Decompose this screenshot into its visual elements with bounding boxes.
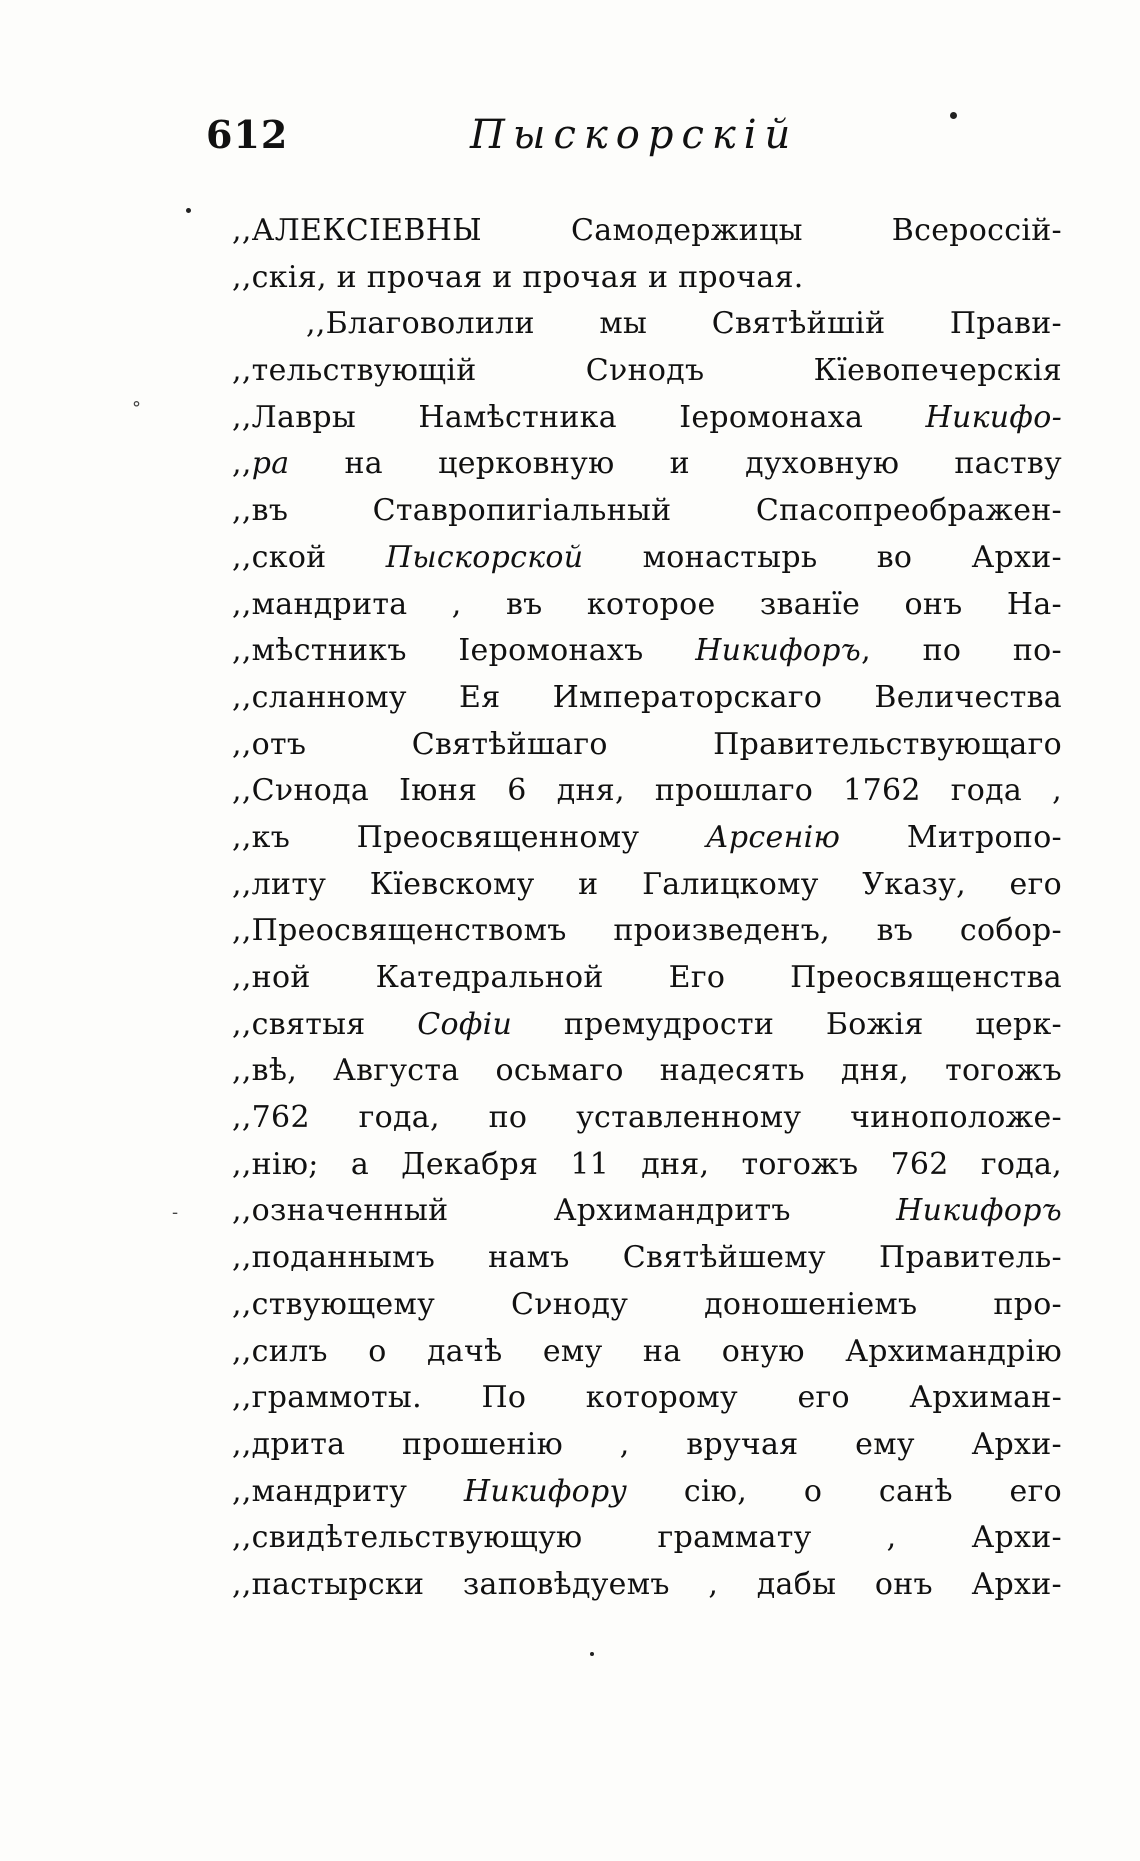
- text-line: [232, 955, 1062, 1002]
- text-line: [232, 1188, 1062, 1235]
- text-segment: ,,поданнымъ намъ Святѣйшему Правитель-: [232, 1240, 1062, 1276]
- text-line: [232, 628, 1062, 675]
- text-line: [232, 862, 1062, 909]
- text-segment: ,,мѣстникъ Іеромонахъ: [232, 633, 696, 669]
- text-segment: ,,пастырски заповѣдуемъ , дабы онъ Архи-: [232, 1566, 1062, 1602]
- page-header: [206, 112, 1066, 172]
- text-segment: ,,означенный Архимандритъ: [232, 1193, 897, 1229]
- text-segment: ,,силъ о дачѣ ему на оную Архимандрію: [232, 1333, 1062, 1369]
- text-segment: ,,: [232, 446, 252, 482]
- text-line: [232, 1422, 1062, 1469]
- text-segment: ,,ствующему Сνноду доношеніемъ про-: [232, 1286, 1062, 1322]
- text-line: [232, 1469, 1062, 1516]
- text-segment: ,,свидѣтельствующую граммату , Архи-: [232, 1520, 1062, 1556]
- margin-mark: °: [132, 398, 141, 419]
- text-segment: на церковную и духовную паству: [289, 446, 1062, 482]
- text-line: [232, 535, 1062, 582]
- text-segment: ,,Преосвященствомъ произведенъ, въ собор-: [232, 913, 1062, 949]
- text-line: [232, 301, 1062, 348]
- text-segment: ,,Лавры Намѣстника Іеромонаха: [232, 399, 926, 435]
- text-segment: ,,нію; а Декабря 11 дня, тогожъ 762 года,: [232, 1146, 1062, 1182]
- text-segment: ,,сланному Ея Императорскаго Величества: [232, 679, 1062, 715]
- text-segment: ,,литу Кїевскому и Галицкому Указу, его: [232, 866, 1062, 902]
- text-segment: ,,вѣ, Августа осьмаго надесять дня, тогожъ: [232, 1053, 1062, 1089]
- text-line: [232, 1515, 1062, 1562]
- text-segment: ,,къ Преосвященному: [232, 819, 706, 855]
- text-line: [232, 395, 1062, 442]
- text-segment: ,,Благоволили мы Святѣйшій Прави-: [306, 306, 1062, 342]
- page-number: 612: [206, 112, 289, 157]
- text-line: [232, 768, 1062, 815]
- margin-mark: -: [172, 1202, 179, 1223]
- text-segment: премудрости Божія церк-: [512, 1006, 1062, 1042]
- text-segment: Митропо-: [840, 819, 1062, 855]
- text-segment: ,,въ Ставропигіальный Спасопреображен-: [232, 493, 1062, 529]
- text-segment: ,,святыя: [232, 1006, 418, 1042]
- text-line: [232, 1048, 1062, 1095]
- text-line: [232, 1235, 1062, 1282]
- text-segment: ,,762 года, по уставленному чиноположе-: [232, 1100, 1062, 1136]
- text-line: [232, 1142, 1062, 1189]
- ink-speck: [186, 208, 191, 213]
- text-line: [232, 722, 1062, 769]
- text-segment: ,,скія, и прочая и прочая и прочая.: [232, 259, 804, 295]
- ink-speck: [590, 1652, 594, 1656]
- text-segment: ,,АЛЕКСІЕВНЫ Самодержицы Всероссій-: [232, 213, 1062, 248]
- italic-name: Софіи: [417, 1006, 513, 1042]
- text-segment: ,,дрита прошенію , вручая ему Архи-: [232, 1426, 1062, 1462]
- text-line: [232, 255, 1062, 302]
- text-segment: монастырь во Архи-: [583, 539, 1062, 575]
- text-line: [232, 1375, 1062, 1422]
- text-segment: ,,тельствующій Сνнодъ Кїевопечерскія: [232, 353, 1062, 389]
- text-segment: сію, о санѣ его: [627, 1473, 1062, 1509]
- text-line: [232, 348, 1062, 395]
- text-segment: ,,ной Катедральной Его Преосвященства: [232, 960, 1062, 995]
- text-segment: ,,мандрита , въ которое званїе онъ На-: [232, 586, 1062, 622]
- text-segment: ,,граммоты. По которому его Архиман-: [232, 1380, 1062, 1416]
- text-line: [232, 1562, 1062, 1609]
- italic-name: ра: [251, 446, 290, 482]
- text-segment: ,,ской: [232, 539, 386, 575]
- text-line: [232, 908, 1062, 955]
- italic-name: Никифо-: [925, 399, 1062, 435]
- italic-name: Пыскорской: [385, 539, 584, 575]
- text-segment: ,,отъ Святѣйшаго Правительствующаго: [232, 726, 1062, 762]
- text-segment: ,,мандриту: [232, 1473, 464, 1509]
- text-line: [232, 441, 1062, 488]
- italic-name: Никифоръ: [695, 633, 862, 669]
- text-line: [232, 582, 1062, 629]
- text-line: [232, 208, 1062, 255]
- italic-name: Никифору: [463, 1473, 628, 1509]
- text-line: [232, 1329, 1062, 1376]
- italic-name: Арсенію: [705, 819, 841, 855]
- italic-name: Никифоръ: [896, 1193, 1062, 1229]
- text-line: [232, 1282, 1062, 1329]
- text-segment: ,,Сνнода Іюня 6 дня, прошлаго 1762 года ,: [232, 773, 1062, 809]
- ink-speck: [950, 112, 957, 119]
- text-line: [232, 1002, 1062, 1049]
- body-text: [232, 208, 1062, 1609]
- text-line: [232, 815, 1062, 862]
- text-line: [232, 1095, 1062, 1142]
- text-line: [232, 488, 1062, 535]
- text-line: [232, 675, 1062, 722]
- running-title: Пыскорскій: [470, 112, 799, 158]
- text-segment: , по по-: [861, 633, 1062, 669]
